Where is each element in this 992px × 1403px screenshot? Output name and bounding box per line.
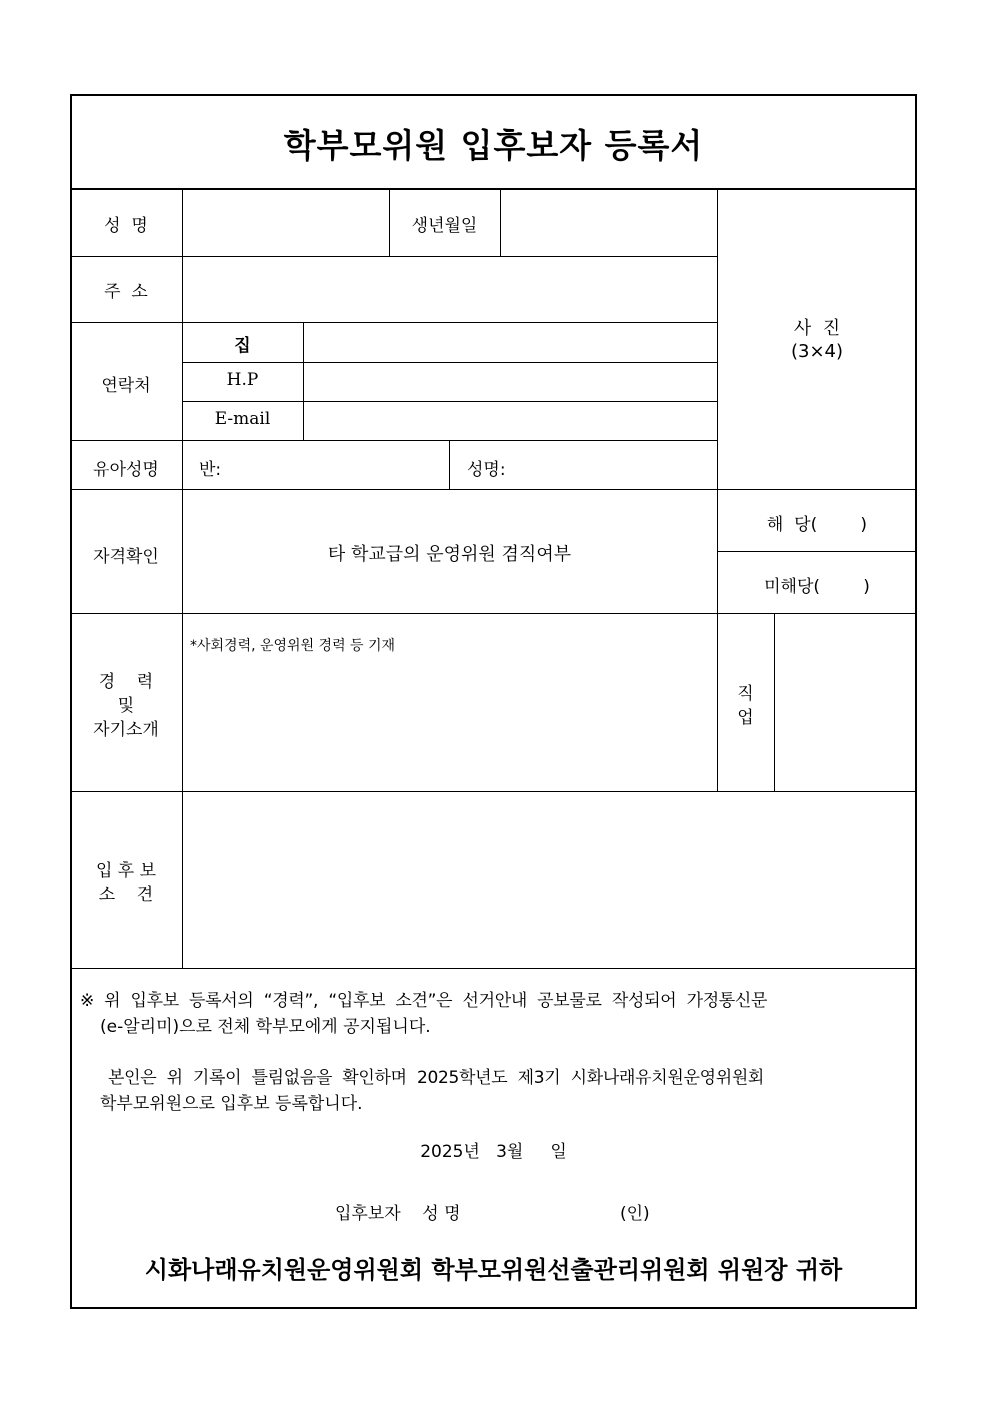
birth-label: 생년월일 (411, 216, 478, 236)
hp-label: H.P (226, 370, 259, 390)
row-divider (717, 551, 917, 552)
col-divider (774, 613, 775, 791)
statement-label-line1: 입 후 보 (95, 861, 157, 881)
email-field[interactable] (305, 403, 716, 439)
job-label-line1: 직 (737, 684, 754, 704)
label-column-divider (182, 188, 183, 968)
notice-line2: (e-알리미)으로 전체 학부모에게 공지됩니다. (100, 1017, 431, 1037)
birth-field[interactable] (502, 190, 716, 255)
job-field[interactable] (776, 615, 915, 790)
row-divider (182, 362, 717, 363)
child-label: 유아성명 (93, 460, 159, 480)
qualification-text: 타 학교급의 운영위원 겸직여부 (327, 544, 572, 565)
addressee-line: 시화나래유치원운영위원회 학부모위원선출관리위원회 위원장 귀하 (144, 1255, 843, 1284)
statement-label-line2: 소 견 (98, 885, 154, 905)
home-phone-field[interactable] (305, 324, 716, 361)
statement-field[interactable] (184, 793, 915, 967)
signer-label: 입후보자 성 명 (335, 1204, 461, 1224)
row-divider (182, 256, 717, 257)
home-label: 집 (234, 336, 251, 356)
name-label: 성 명 (104, 216, 148, 236)
date-line: 2025년 3월 일 (420, 1142, 567, 1162)
col-divider (303, 322, 304, 440)
class-label[interactable]: 반: (199, 460, 222, 480)
job-label-line2: 업 (737, 708, 754, 728)
notice-line1: ※ 위 입후보 등록서의 “경력”, “입후보 소견”은 선거안내 공보물로 작성되어 가정통신문 (80, 991, 768, 1011)
col-divider (449, 440, 450, 489)
row-divider (70, 968, 917, 969)
name-field[interactable] (184, 190, 388, 255)
mobile-field[interactable] (305, 364, 716, 400)
qualification-label: 자격확인 (93, 547, 159, 567)
not-applicable-option[interactable]: 미해당( ) (764, 577, 870, 597)
child-name-label[interactable]: 성명: (467, 460, 506, 480)
career-note: *사회경력, 운영위원 경력 등 기재 (190, 638, 396, 654)
confirm-line2: 학부모위원으로 입후보 등록합니다. (100, 1094, 363, 1114)
career-label-line2: 및 (117, 696, 135, 716)
address-field[interactable] (184, 258, 716, 321)
applicable-option[interactable]: 해 당( ) (766, 515, 868, 535)
photo-size: (3×4) (790, 341, 844, 362)
row-divider (70, 322, 717, 323)
career-label-line3: 자기소개 (93, 720, 159, 740)
career-label-line1: 경 력 (98, 672, 154, 692)
career-field[interactable] (184, 656, 716, 790)
confirm-line1: 본인은 위 기록이 틀림없음을 확인하며 2025학년도 제3기 시화나래유치원운영위원회 (108, 1068, 765, 1088)
address-label: 주 소 (104, 282, 148, 302)
col-divider (500, 188, 501, 256)
row-divider (182, 401, 717, 402)
form-title: 학부모위원 입후보자 등록서 (283, 126, 704, 165)
email-label: E-mail (214, 409, 271, 429)
photo-label: 사 진 (793, 318, 841, 339)
contact-label: 연락처 (101, 376, 151, 396)
row-divider (70, 440, 717, 441)
row-divider (70, 613, 917, 614)
row-divider (70, 256, 182, 257)
row-divider (70, 489, 917, 490)
seal-mark[interactable]: (인) (620, 1204, 650, 1224)
row-divider (70, 791, 917, 792)
